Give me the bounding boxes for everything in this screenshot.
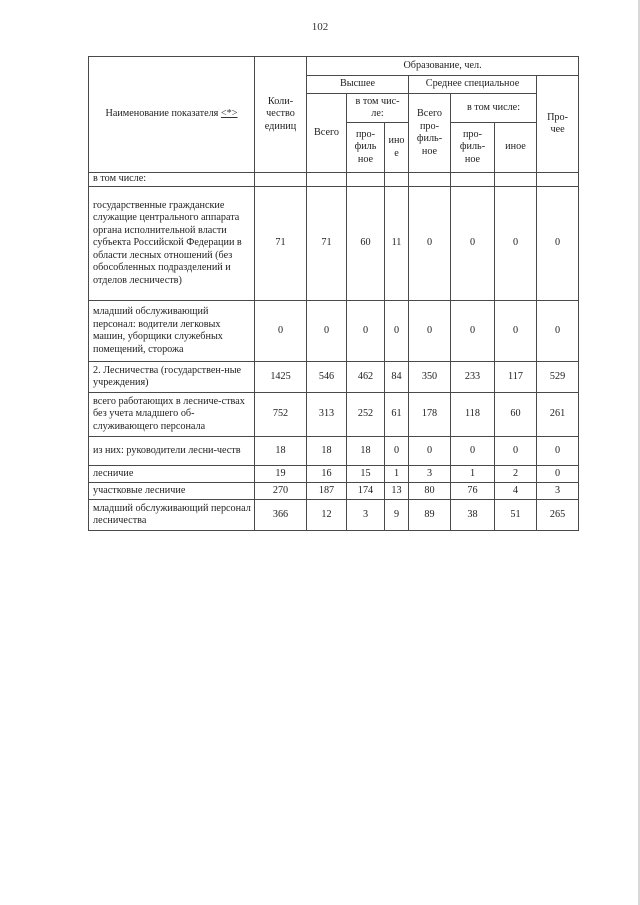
cell — [537, 173, 579, 187]
cell: 0 — [451, 301, 495, 362]
cell: 261 — [537, 393, 579, 437]
cell: 233 — [451, 362, 495, 393]
cell: 9 — [385, 500, 409, 531]
footnote-link[interactable]: <*> — [220, 108, 238, 120]
cell: 0 — [537, 437, 579, 466]
header-secondary-incl: в том числе: — [451, 94, 537, 123]
cell: 187 — [307, 483, 347, 500]
cell: 15 — [347, 466, 385, 483]
cell — [347, 173, 385, 187]
table-row — [89, 393, 579, 437]
header-secondary-profile: про- филь- ное — [451, 123, 495, 173]
cell: 117 — [495, 362, 537, 393]
row-name: в том числе: — [89, 173, 255, 187]
cell: 752 — [255, 393, 307, 437]
cell: 3 — [409, 466, 451, 483]
cell: 71 — [255, 187, 307, 301]
cell: 0 — [385, 301, 409, 362]
cell: 1 — [385, 466, 409, 483]
cell — [409, 173, 451, 187]
cell: 0 — [451, 437, 495, 466]
table-row — [89, 483, 579, 500]
cell: 546 — [307, 362, 347, 393]
cell: 80 — [409, 483, 451, 500]
cell: 0 — [537, 301, 579, 362]
header-other: Про- чее — [537, 76, 579, 173]
cell: 84 — [385, 362, 409, 393]
header-indicator — [89, 57, 255, 173]
cell: 18 — [255, 437, 307, 466]
row-name: 2. Лесничества (государствен-ные учреждения) — [89, 362, 255, 393]
header-higher-other: ино е — [385, 123, 409, 173]
cell: 38 — [451, 500, 495, 531]
table-row — [89, 301, 579, 362]
table-row — [89, 437, 579, 466]
cell: 265 — [537, 500, 579, 531]
cell: 16 — [307, 466, 347, 483]
cell — [307, 173, 347, 187]
cell: 11 — [385, 187, 409, 301]
cell: 0 — [495, 301, 537, 362]
cell: 18 — [307, 437, 347, 466]
header-indicator-label: Наименование показателя — [105, 108, 219, 120]
cell: 61 — [385, 393, 409, 437]
cell: 51 — [495, 500, 537, 531]
cell: 76 — [451, 483, 495, 500]
table-row — [89, 466, 579, 483]
cell: 270 — [255, 483, 307, 500]
table-row — [89, 500, 579, 531]
cell: 60 — [495, 393, 537, 437]
header-higher-total: Всего — [307, 94, 347, 173]
cell: 13 — [385, 483, 409, 500]
table-row — [89, 187, 579, 301]
cell: 529 — [537, 362, 579, 393]
cell: 178 — [409, 393, 451, 437]
row-name: всего работающих в лесниче-ствах без учета младшего об-служивающего персонала — [89, 393, 255, 437]
header-count: Коли- чество единиц — [255, 57, 307, 173]
header-higher-incl: в том чис- ле: — [347, 94, 409, 123]
cell: 19 — [255, 466, 307, 483]
cell — [385, 173, 409, 187]
header-secondary-other: иное — [495, 123, 537, 173]
cell — [451, 173, 495, 187]
header-secondary: Среднее специальное — [409, 76, 537, 94]
cell: 0 — [537, 466, 579, 483]
cell: 0 — [537, 187, 579, 301]
cell: 118 — [451, 393, 495, 437]
cell: 350 — [409, 362, 451, 393]
cell: 12 — [307, 500, 347, 531]
cell — [495, 173, 537, 187]
staffing-table — [88, 56, 579, 531]
row-name: лесничие — [89, 466, 255, 483]
table-row — [89, 362, 579, 393]
row-name: младший обслуживающий персонал: водители легковых машин, уборщики служебных помещений, сторожа — [89, 301, 255, 362]
cell: 366 — [255, 500, 307, 531]
cell: 89 — [409, 500, 451, 531]
row-name: из них: руководители лесни-честв — [89, 437, 255, 466]
cell: 0 — [255, 301, 307, 362]
cell: 462 — [347, 362, 385, 393]
row-name: участковые лесничие — [89, 483, 255, 500]
cell — [255, 173, 307, 187]
cell: 0 — [495, 437, 537, 466]
cell: 4 — [495, 483, 537, 500]
cell: 174 — [347, 483, 385, 500]
header-education: Образование, чел. — [307, 57, 579, 76]
row-name: государственные гражданские служащие центрального аппарата органа исполнительной власти субъекта Российской Федерации в области лесных отношений (без обособленных подразделений и отделов лесничеств) — [89, 187, 255, 301]
header-secondary-total: Всего про- филь- ное — [409, 94, 451, 173]
cell: 252 — [347, 393, 385, 437]
cell: 2 — [495, 466, 537, 483]
cell: 1425 — [255, 362, 307, 393]
cell: 0 — [409, 437, 451, 466]
cell: 0 — [307, 301, 347, 362]
cell: 0 — [409, 301, 451, 362]
header-higher-profile: про- филь ное — [347, 123, 385, 173]
cell: 0 — [409, 187, 451, 301]
cell: 18 — [347, 437, 385, 466]
row-name: младший обслуживающий персонал лесничества — [89, 500, 255, 531]
cell: 3 — [347, 500, 385, 531]
table-row — [89, 173, 579, 187]
page-number: 102 — [311, 21, 329, 33]
header-higher: Высшее — [307, 76, 409, 94]
cell: 313 — [307, 393, 347, 437]
cell: 0 — [347, 301, 385, 362]
cell: 1 — [451, 466, 495, 483]
cell: 0 — [495, 187, 537, 301]
cell: 0 — [385, 437, 409, 466]
cell: 3 — [537, 483, 579, 500]
cell: 60 — [347, 187, 385, 301]
cell: 0 — [451, 187, 495, 301]
cell: 71 — [307, 187, 347, 301]
